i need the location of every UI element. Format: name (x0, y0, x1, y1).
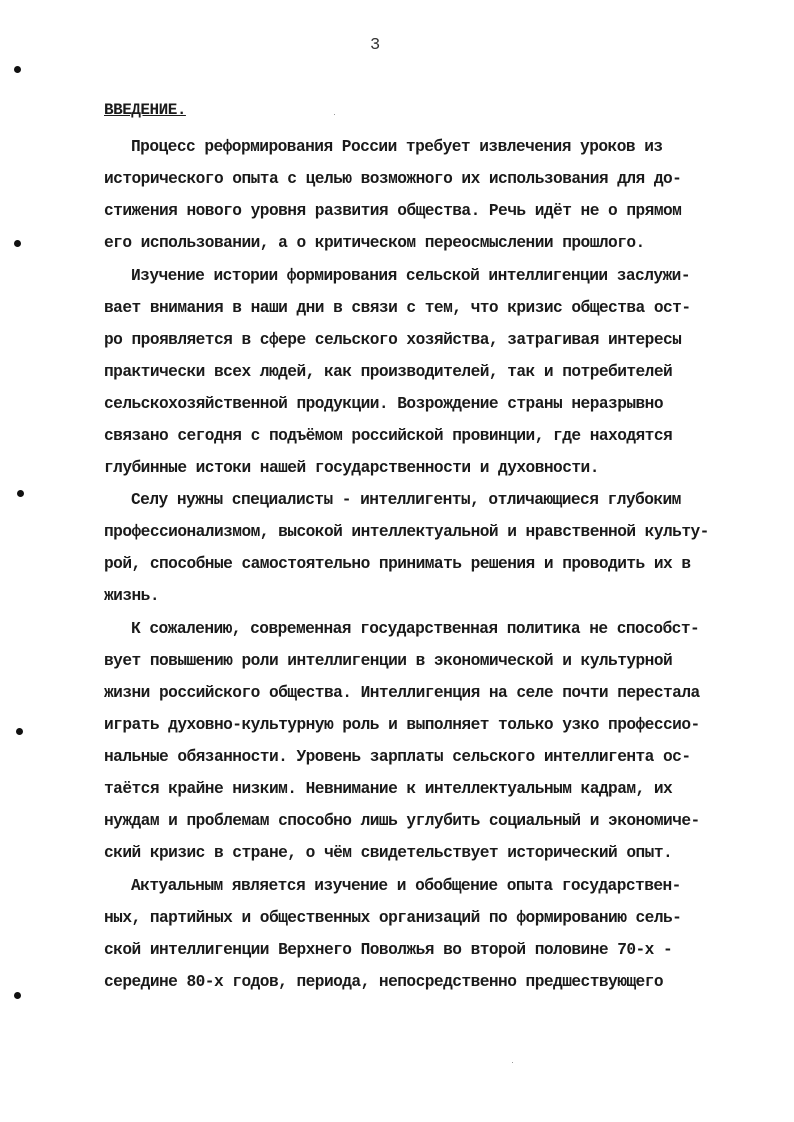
text-line: его использовании, а о критическом переосмыслении прошлого. (104, 234, 645, 252)
text-line: ской интеллигенции Верхнего Поволжья во второй половине 70-х - (104, 941, 673, 959)
text-line: Процесс реформирования России требует извлечения уроков из (131, 138, 663, 156)
page-number: 3 (370, 36, 381, 55)
text-line: профессионализмом, высокой интеллектуальной и нравственной культу- (104, 523, 709, 541)
text-line: нальные обязанности. Уровень зарплаты сельского интеллигента ос- (104, 748, 691, 766)
binder-hole-mark (16, 728, 23, 735)
text-line: ных, партийных и общественных организаций по формированию сель- (104, 909, 682, 927)
text-line: ро проявляется в сфере сельского хозяйства, затрагивая интересы (104, 331, 682, 349)
speck (512, 1062, 513, 1063)
text-line: Изучение истории формирования сельской интеллигенции заслужи- (131, 267, 691, 285)
text-line: таётся крайне низким. Невнимание к интеллектуальным кадрам, их (104, 780, 673, 798)
text-line: К сожалению, современная государственная политика не способст- (131, 620, 700, 638)
text-line: играть духовно-культурную роль и выполняет только узко профессио- (104, 716, 700, 734)
binder-hole-mark (14, 240, 21, 247)
text-line: глубинные истоки нашей государственности и духовности. (104, 459, 599, 477)
text-line: Актуальным является изучение и обобщение опыта государствен- (131, 877, 681, 895)
text-line: вует повышению роли интеллигенции в экономической и культурной (104, 652, 673, 670)
speck (334, 114, 335, 115)
text-line: практически всех людей, как производителей, так и потребителей (104, 363, 673, 381)
binder-hole-mark (17, 490, 24, 497)
text-line: жизнь. (104, 587, 159, 605)
text-line: середине 80-х годов, периода, непосредственно предшествующего (104, 973, 664, 991)
text-line: ский кризис в стране, о чём свидетельствует исторический опыт. (104, 844, 673, 862)
text-line: жизни российского общества. Интеллигенция на селе почти перестала (104, 684, 700, 702)
text-line: исторического опыта с целью возможного их использования для до- (104, 170, 682, 188)
binder-hole-mark (14, 992, 21, 999)
text-line: нуждам и проблемам способно лишь углубить социальный и экономиче- (104, 812, 700, 830)
text-line: вает внимания в наши дни в связи с тем, что кризис общества ост- (104, 299, 691, 317)
section-heading: ВВЕДЕНИЕ. (104, 101, 186, 119)
text-line: связано сегодня с подъёмом российской провинции, где находятся (104, 427, 673, 445)
text-line: рой, способные самостоятельно принимать решения и проводить их в (104, 555, 691, 573)
binder-hole-mark (14, 66, 21, 73)
text-line: стижения нового уровня развития общества. Речь идёт не о прямом (104, 202, 682, 220)
text-line: сельскохозяйственной продукции. Возрождение страны неразрывно (104, 395, 664, 413)
text-line: Селу нужны специалисты - интеллигенты, отличающиеся глубоким (131, 491, 681, 509)
